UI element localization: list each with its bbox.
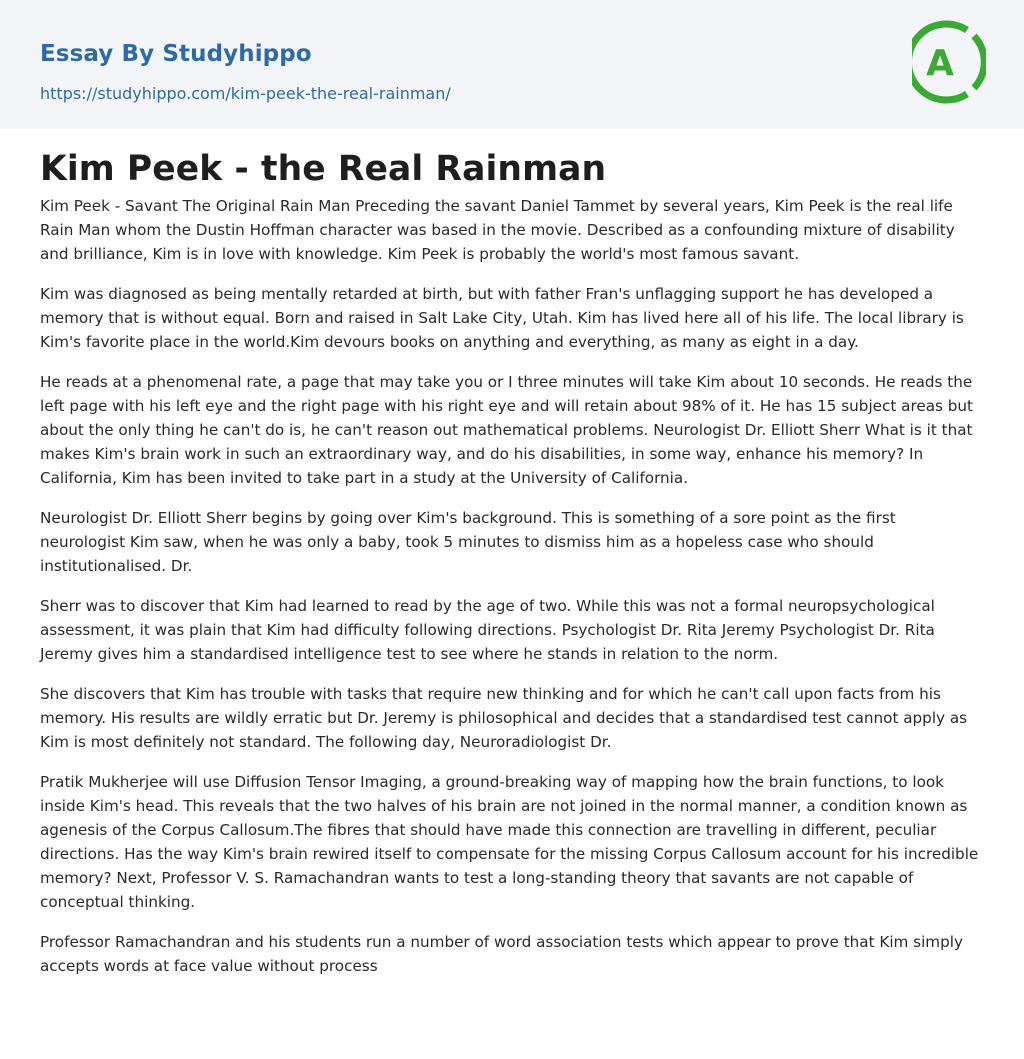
article-paragraph: Pratik Mukherjee will use Diffusion Tensor Imaging, a ground-breaking way of mapping how the brain functions, to look inside Kim's head. This reveals that the two halves of his brain are not joined in the normal manner, a condition known as agenesis of the Corpus Callosum.The fibres that should have made this connection are travelling in different, peculiar directions. Has the way Kim's brain rewired itself to compensate for the missing Corpus Callosum account for his incredible memory? Next, Professor V. S. Ramachandran wants to test a long-standing theory that savants are not capable of conceptual thinking. bbox=[40, 773, 979, 911]
article bbox=[0, 129, 1024, 978]
article-paragraph: She discovers that Kim has trouble with tasks that require new thinking and for which he can't call upon facts from his memory. His results are wildly erratic but Dr. Jeremy is philosophical and decides that a standardised test cannot apply as Kim is most definitely not standard. The following day, Neuroradiologist Dr. bbox=[40, 685, 968, 751]
page-url-link[interactable]: https://studyhippo.com/kim-peek-the-real-rainman/ bbox=[40, 84, 451, 103]
page-title: Kim Peek - the Real Rainman bbox=[40, 149, 607, 189]
article-paragraph: Professor Ramachandran and his students run a number of word association tests which appear to prove that Kim simply accepts words at face value without process bbox=[40, 933, 963, 975]
site-header bbox=[0, 0, 1024, 129]
article-paragraph: He reads at a phenomenal rate, a page that may take you or I three minutes will take Kim about 10 seconds. He reads the left page with his left eye and the right page with his right eye and will retain about 98% of it. He has 15 subject areas but about the only thing he can't do is, he can't reason out mathematical problems. Neurologist Dr. Elliott Sherr What is it that makes Kim's brain work in such an extraordinary way, and do his disabilities, in some way, enhance his memory? In California, Kim has been invited to take part in a study at the University of California. bbox=[40, 373, 973, 487]
article-paragraph: Kim was diagnosed as being mentally retarded at birth, but with father Fran's unflagging support he has developed a memory that is without equal. Born and raised in Salt Lake City, Utah. Kim has lived here all of his life. The local library is Kim's favorite place in the world.Kim devours books on anything and everything, as many as eight in a day. bbox=[40, 285, 964, 351]
logo-letter: A bbox=[926, 43, 954, 84]
article-paragraph: Kim Peek - Savant The Original Rain Man Preceding the savant Daniel Tammet by several years, Kim Peek is the real life Rain Man whom the Dustin Hoffman character was based in the movie. Described as a confounding mixture of disability and brilliance, Kim is in love with knowledge. Kim Peek is probably the world's most famous savant. bbox=[40, 197, 955, 263]
article-paragraph: Neurologist Dr. Elliott Sherr begins by going over Kim's background. This is something of a sore point as the first neurologist Kim saw, when he was only a baby, took 5 minutes to dismiss him as a hopeless case who should institutionalised. Dr. bbox=[40, 509, 896, 575]
article-paragraph: Sherr was to discover that Kim had learned to read by the age of two. While this was not a formal neuropsychological assessment, it was plain that Kim had difficulty following directions. Psychologist Dr. Rita Jeremy Psychologist Dr. Rita Jeremy gives him a standardised intelligence test to see where he stands in relation to the norm. bbox=[40, 597, 935, 663]
site-brand[interactable]: Essay By Studyhippo bbox=[40, 41, 312, 67]
logo-icon[interactable] bbox=[912, 19, 986, 105]
